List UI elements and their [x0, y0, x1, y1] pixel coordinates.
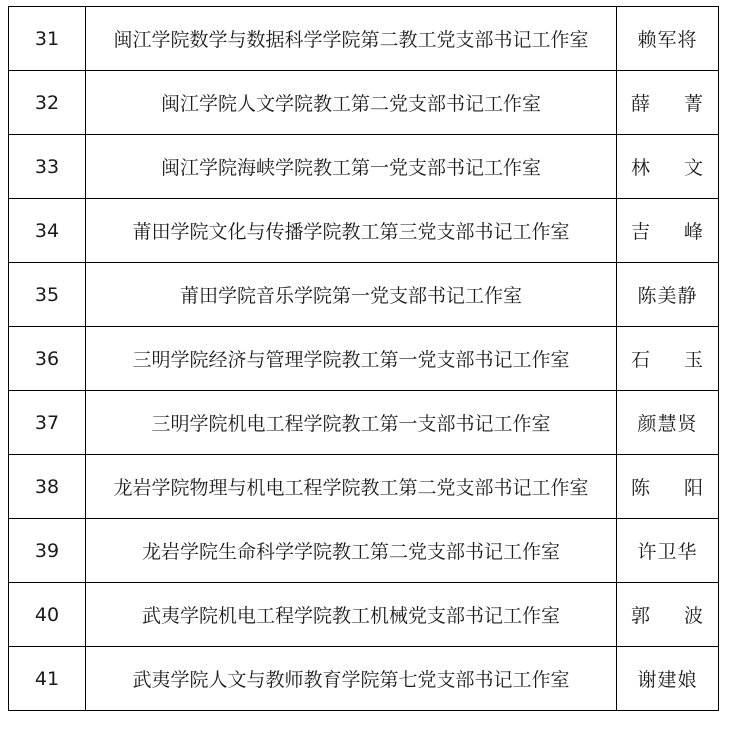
- row-number: 34: [9, 199, 86, 263]
- row-number: 38: [9, 455, 86, 519]
- secretary-name: 林 文: [617, 135, 719, 199]
- studio-name: 闽江学院人文学院教工第二党支部书记工作室: [86, 71, 617, 135]
- secretary-name: 郭 波: [617, 583, 719, 647]
- secretary-name: 陈 阳: [617, 455, 719, 519]
- studio-name: 闽江学院海峡学院教工第一党支部书记工作室: [86, 135, 617, 199]
- table-row: [9, 455, 719, 519]
- table-body: [9, 7, 719, 711]
- studio-name: 三明学院经济与管理学院教工第一党支部书记工作室: [86, 327, 617, 391]
- table-row: [9, 327, 719, 391]
- table-row: [9, 647, 719, 711]
- table-row: [9, 391, 719, 455]
- row-number: 39: [9, 519, 86, 583]
- row-number: 36: [9, 327, 86, 391]
- secretary-name: 赖军将: [617, 7, 719, 71]
- table-row: [9, 263, 719, 327]
- secretary-name: 谢建娘: [617, 647, 719, 711]
- row-number: 32: [9, 71, 86, 135]
- table-row: [9, 71, 719, 135]
- studio-name: 闽江学院数学与数据科学学院第二教工党支部书记工作室: [86, 7, 617, 71]
- secretary-name: 石 玉: [617, 327, 719, 391]
- studio-name: 武夷学院机电工程学院教工机械党支部书记工作室: [86, 583, 617, 647]
- row-number: 31: [9, 7, 86, 71]
- studio-table: [8, 6, 719, 711]
- row-number: 41: [9, 647, 86, 711]
- row-number: 35: [9, 263, 86, 327]
- studio-name: 莆田学院文化与传播学院教工第三党支部书记工作室: [86, 199, 617, 263]
- table-row: [9, 135, 719, 199]
- secretary-name: 颜慧贤: [617, 391, 719, 455]
- secretary-name: 陈美静: [617, 263, 719, 327]
- row-number: 33: [9, 135, 86, 199]
- studio-name: 三明学院机电工程学院教工第一支部书记工作室: [86, 391, 617, 455]
- studio-name: 莆田学院音乐学院第一党支部书记工作室: [86, 263, 617, 327]
- table-row: [9, 519, 719, 583]
- secretary-name: 薛 菁: [617, 71, 719, 135]
- studio-name: 龙岩学院生命科学学院教工第二党支部书记工作室: [86, 519, 617, 583]
- table-row: [9, 199, 719, 263]
- secretary-name: 吉 峰: [617, 199, 719, 263]
- table-row: [9, 583, 719, 647]
- row-number: 40: [9, 583, 86, 647]
- secretary-name: 许卫华: [617, 519, 719, 583]
- table-row: [9, 7, 719, 71]
- studio-name: 武夷学院人文与教师教育学院第七党支部书记工作室: [86, 647, 617, 711]
- studio-name: 龙岩学院物理与机电工程学院教工第二党支部书记工作室: [86, 455, 617, 519]
- row-number: 37: [9, 391, 86, 455]
